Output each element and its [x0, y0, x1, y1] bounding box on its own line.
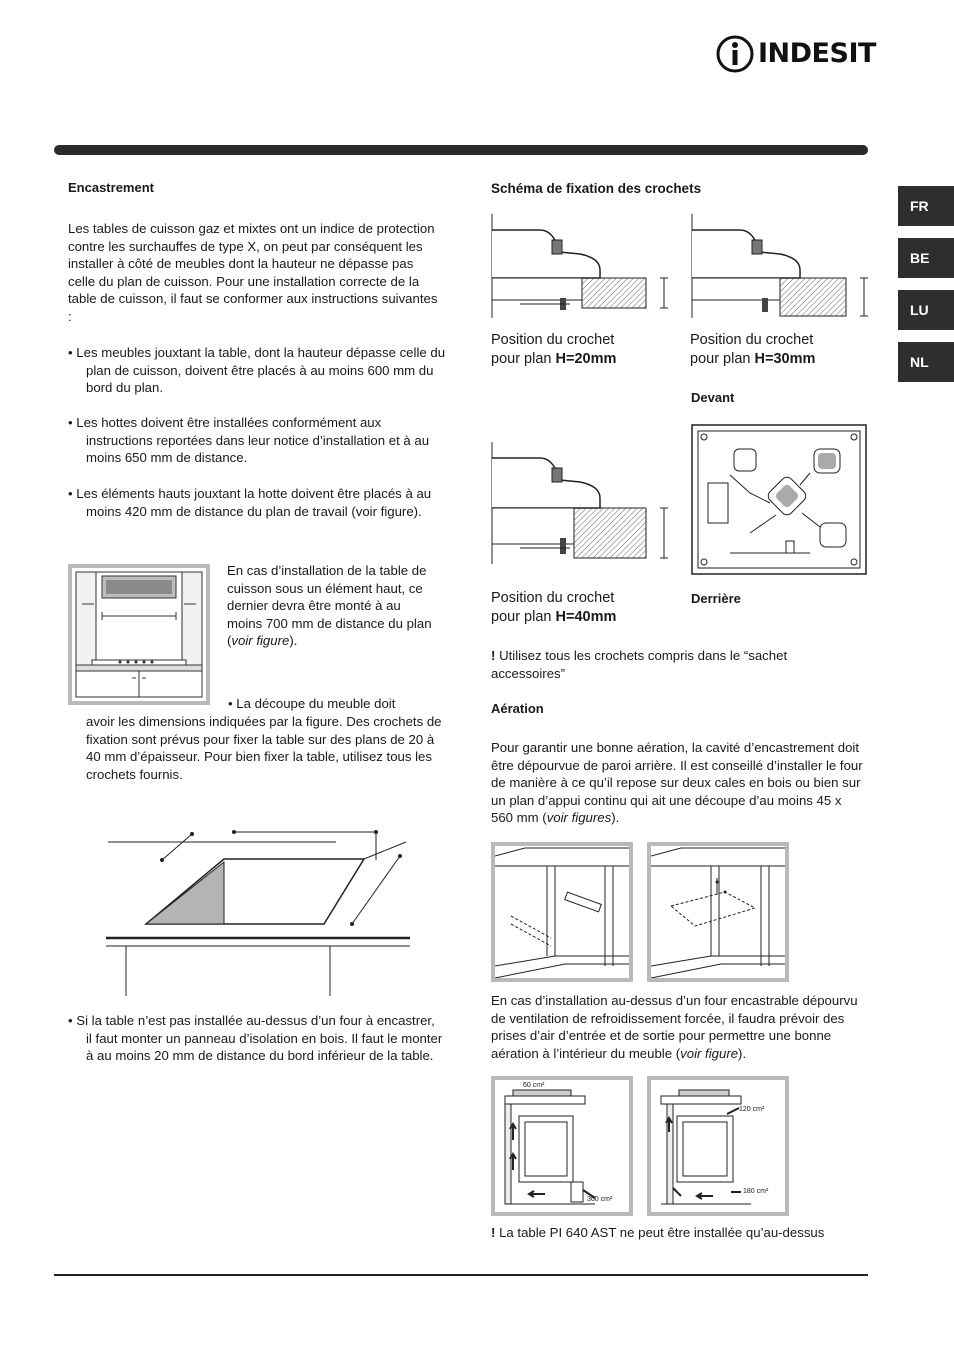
intro-paragraph: Les tables de cuisson gaz et mixtes ont un indice de protection contre les surchauffes de type X, on peut par conséquent les installer à côté de meubles dont la hauteur ne dépasse pas celle du plan de cuisson. Pour une installation correcte de la table de cuisson, il faut se conformer aux instructions suivantes : — [68, 221, 438, 324]
aeration-text-a: Pour garantir une bonne aération, la cavité d’encastrement doit être dépourvue de paroi arrière. Il est conseillé d’installer le four de manière à ce qu’il repose sur deux cales en bois ou bien sur un plan d’appui continu qui ait une découpe d’au moins 45 x 560 mm ( — [491, 740, 863, 826]
oven-see-figure: voir figure — [680, 1045, 739, 1061]
wall-unit-see-figure: voir figure — [231, 633, 290, 649]
hook-caption-40mm-value: H=40mm — [555, 609, 617, 625]
oven-text-b: ). — [738, 1045, 747, 1061]
section-title-encastrement: Encastrement — [68, 180, 154, 195]
oven-paragraph — [491, 992, 867, 1062]
note-pi640-mark: ! — [491, 1225, 496, 1240]
oven-vent-figure-1 — [491, 1076, 633, 1216]
label-derriere: Derrière — [691, 591, 741, 606]
bullet-wall-units — [68, 485, 438, 520]
bottom-rule — [54, 1274, 868, 1276]
vent-label-360: 360 cm² — [587, 1196, 613, 1203]
note-hooks-mark: ! — [491, 648, 496, 663]
indesit-logo-icon — [716, 34, 756, 74]
bullet-furniture — [68, 344, 450, 397]
aeration-drawing-1 — [495, 846, 629, 978]
hook-caption-20mm-value: H=20mm — [555, 351, 617, 367]
aeration-drawing-2 — [651, 846, 785, 978]
vent-label-120: 120 cm² — [739, 1106, 765, 1113]
hook-caption-20mm — [491, 331, 616, 369]
cutout-figure — [106, 826, 410, 996]
section-title-aeration: Aération — [491, 701, 544, 716]
kitchen-drawing — [72, 568, 206, 701]
hook-caption-30mm-line1: Position du crochet — [690, 332, 814, 348]
hob-underside-figure — [690, 423, 868, 576]
wall-unit-text-a: En cas d’installation de la table de cuisson sous un élément haut, ce dernier devra être monté à au moins 700 mm de distance du plan ( — [227, 563, 432, 649]
wall-unit-paragraph — [227, 562, 439, 650]
cutout-drawing — [106, 826, 410, 996]
bullet-hoods-text: • Les hottes doivent être installées conformément aux instructions reportées dans leur notice d’installation et à au moins 650 mm de distance. — [68, 415, 430, 466]
aeration-figure-2 — [647, 842, 789, 982]
hook-caption-30mm — [690, 331, 815, 369]
bullet-cutout-rest: avoir les dimensions indiquées par la figure. Des crochets de fixation sont prévus pour fixer la table sur des plans de 20 à 40 mm d’épaisseur. Pour bien fixer la table, utilisez tous les crochets fournis. — [86, 714, 442, 782]
brand-logo — [716, 34, 876, 74]
tab-lu[interactable]: LU — [898, 290, 954, 330]
hook-drawing-40mm — [490, 440, 668, 566]
hook-caption-40mm-line2: pour plan — [491, 609, 556, 625]
hook-caption-30mm-value: H=30mm — [754, 351, 816, 367]
hook-caption-20mm-line1: Position du crochet — [491, 332, 615, 348]
top-rule — [54, 145, 868, 155]
vent-label-180: 180 cm² — [743, 1188, 769, 1195]
bullet-insulation-text: • Si la table n’est pas installée au-dessus d’un four à encastrer, il faut monter un panneau d’isolation en bois. Il faut le monter à au moins 20 mm de distance du bord inférieur de la table. — [68, 1013, 443, 1064]
hook-drawing-20mm — [490, 212, 668, 320]
note-hooks — [491, 647, 861, 682]
aeration-see-figures: voir figures — [546, 810, 612, 826]
tab-fr[interactable]: FR — [898, 186, 954, 226]
bullet-wall-units-text: • Les éléments hauts jouxtant la hotte doivent être placés à au moins 420 mm de distance du plan de travail (voir figure). — [68, 486, 432, 519]
bullet-insulation — [68, 1012, 444, 1065]
brand-name: INDESIT — [758, 38, 876, 69]
kitchen-figure — [68, 564, 210, 705]
note-pi640-text: La table PI 640 AST ne peut être installée qu’au-dessus — [495, 1225, 825, 1240]
oven-vent-figure-2 — [647, 1076, 789, 1216]
hook-caption-40mm — [491, 589, 616, 627]
vent-label-60: 60 cm² — [523, 1082, 545, 1089]
note-pi640 — [491, 1224, 871, 1242]
note-hooks-text: Utilisez tous les crochets compris dans le “sachet accessoires” — [491, 648, 788, 681]
tab-nl[interactable]: NL — [898, 342, 954, 382]
bullet-furniture-text: • Les meubles jouxtant la table, dont la hauteur dépasse celle du plan de cuisson, doivent être placés à au moins 600 mm du bord du plan. — [68, 345, 446, 396]
hook-caption-20mm-line2: pour plan — [491, 351, 556, 367]
hook-caption-40mm-line1: Position du crochet — [491, 590, 615, 606]
bullet-cutout-first: • La découpe du meuble doit — [228, 696, 396, 711]
label-devant: Devant — [691, 390, 735, 405]
hook-figure-30mm — [690, 212, 868, 320]
bullet-hoods — [68, 414, 450, 467]
section-title-hooks: Schéma de fixation des crochets — [491, 181, 702, 196]
hook-drawing-30mm — [690, 212, 868, 320]
hook-caption-30mm-line2: pour plan — [690, 351, 755, 367]
hook-figure-40mm — [490, 440, 668, 566]
hook-figure-20mm — [490, 212, 668, 320]
oven-vent-drawing-1 — [495, 1080, 629, 1212]
aeration-text-b: ). — [611, 810, 620, 826]
oven-text-a: En cas d’installation au-dessus d’un four encastrable dépourvu de ventilation de refroidissement forcée, il faudra prévoir des prises d’air d’entrée et de sortie pour permettre une bonne aération à l’intérieur du meuble ( — [491, 993, 858, 1061]
aeration-figure-1 — [491, 842, 633, 982]
aeration-paragraph — [491, 739, 865, 827]
tab-be[interactable]: BE — [898, 238, 954, 278]
hob-underside-drawing — [690, 423, 868, 576]
wall-unit-text-b: ). — [289, 633, 298, 649]
